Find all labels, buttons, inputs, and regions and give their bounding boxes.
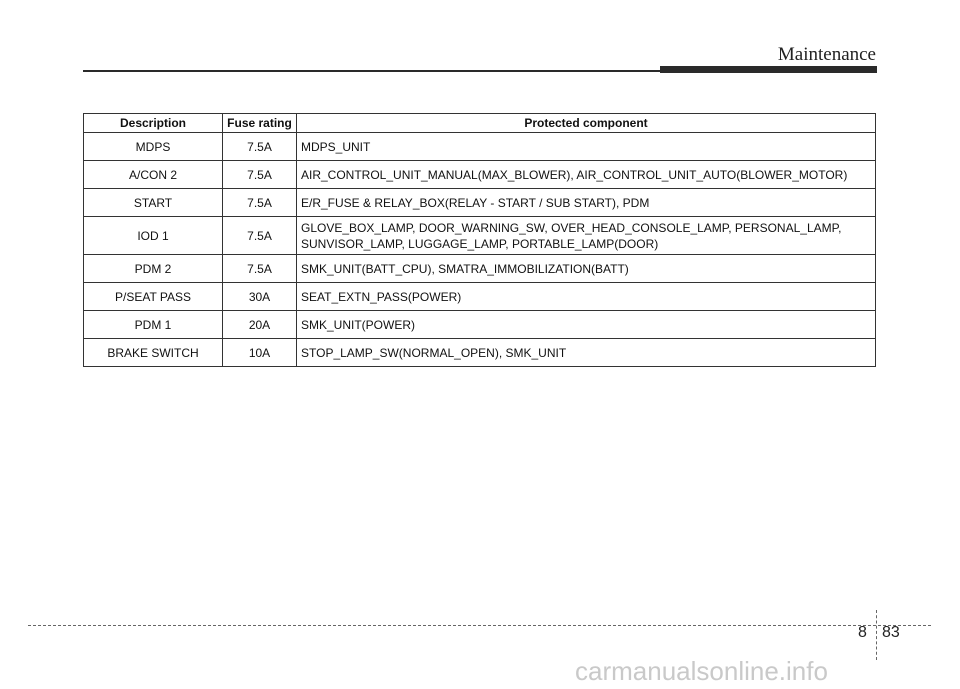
- page-number: 83: [882, 624, 900, 641]
- cell-rating: 7.5A: [223, 217, 297, 255]
- cell-component: SEAT_EXTN_PASS(POWER): [297, 283, 876, 311]
- table-row: [84, 283, 876, 311]
- cell-description: P/SEAT PASS: [84, 283, 223, 311]
- footer-divider: [28, 625, 931, 626]
- table-row: [84, 311, 876, 339]
- table-row: [84, 161, 876, 189]
- fuse-table: [83, 113, 876, 367]
- cell-description: PDM 2: [84, 255, 223, 283]
- cell-description: MDPS: [84, 133, 223, 161]
- chapter-number: 8: [858, 624, 867, 641]
- cell-component: SMK_UNIT(POWER): [297, 311, 876, 339]
- cell-description: PDM 1: [84, 311, 223, 339]
- section-title: Maintenance: [777, 44, 876, 65]
- cell-description: BRAKE SWITCH: [84, 339, 223, 367]
- cell-description: A/CON 2: [84, 161, 223, 189]
- table-row: [84, 217, 876, 255]
- table-row: [84, 339, 876, 367]
- cell-rating: 7.5A: [223, 161, 297, 189]
- column-header-fuse-rating: Fuse rating: [223, 114, 297, 133]
- cell-rating: 20A: [223, 311, 297, 339]
- cell-component: AIR_CONTROL_UNIT_MANUAL(MAX_BLOWER), AIR_CONTROL_UNIT_AUTO(BLOWER_MOTOR): [297, 161, 876, 189]
- watermark-text: carmanualsonline.info: [575, 656, 828, 686]
- table-header-row: [84, 114, 876, 133]
- cell-rating: 30A: [223, 283, 297, 311]
- column-header-protected-component: Protected component: [297, 114, 876, 133]
- table-row: [84, 133, 876, 161]
- column-header-description: Description: [84, 114, 223, 133]
- header-rule-accent: [660, 66, 877, 73]
- cell-component: MDPS_UNIT: [297, 133, 876, 161]
- cell-component-line: SUNVISOR_LAMP, LUGGAGE_LAMP, PORTABLE_LAMP(DOOR): [301, 236, 659, 251]
- cell-component: STOP_LAMP_SW(NORMAL_OPEN), SMK_UNIT: [297, 339, 876, 367]
- cell-component: SMK_UNIT(BATT_CPU), SMATRA_IMMOBILIZATION(BATT): [297, 255, 876, 283]
- cell-rating: 7.5A: [223, 133, 297, 161]
- cell-component: E/R_FUSE & RELAY_BOX(RELAY - START / SUB START), PDM: [297, 189, 876, 217]
- table-row: [84, 189, 876, 217]
- cell-component: [297, 217, 876, 255]
- cell-component-line: GLOVE_BOX_LAMP, DOOR_WARNING_SW, OVER_HEAD_CONSOLE_LAMP, PERSONAL_LAMP,: [301, 220, 842, 235]
- cell-rating: 7.5A: [223, 189, 297, 217]
- table-row: [84, 255, 876, 283]
- cell-rating: 10A: [223, 339, 297, 367]
- page-number-divider: [876, 610, 877, 660]
- header-rule: [83, 70, 660, 72]
- cell-rating: 7.5A: [223, 255, 297, 283]
- cell-description: IOD 1: [84, 217, 223, 255]
- cell-description: START: [84, 189, 223, 217]
